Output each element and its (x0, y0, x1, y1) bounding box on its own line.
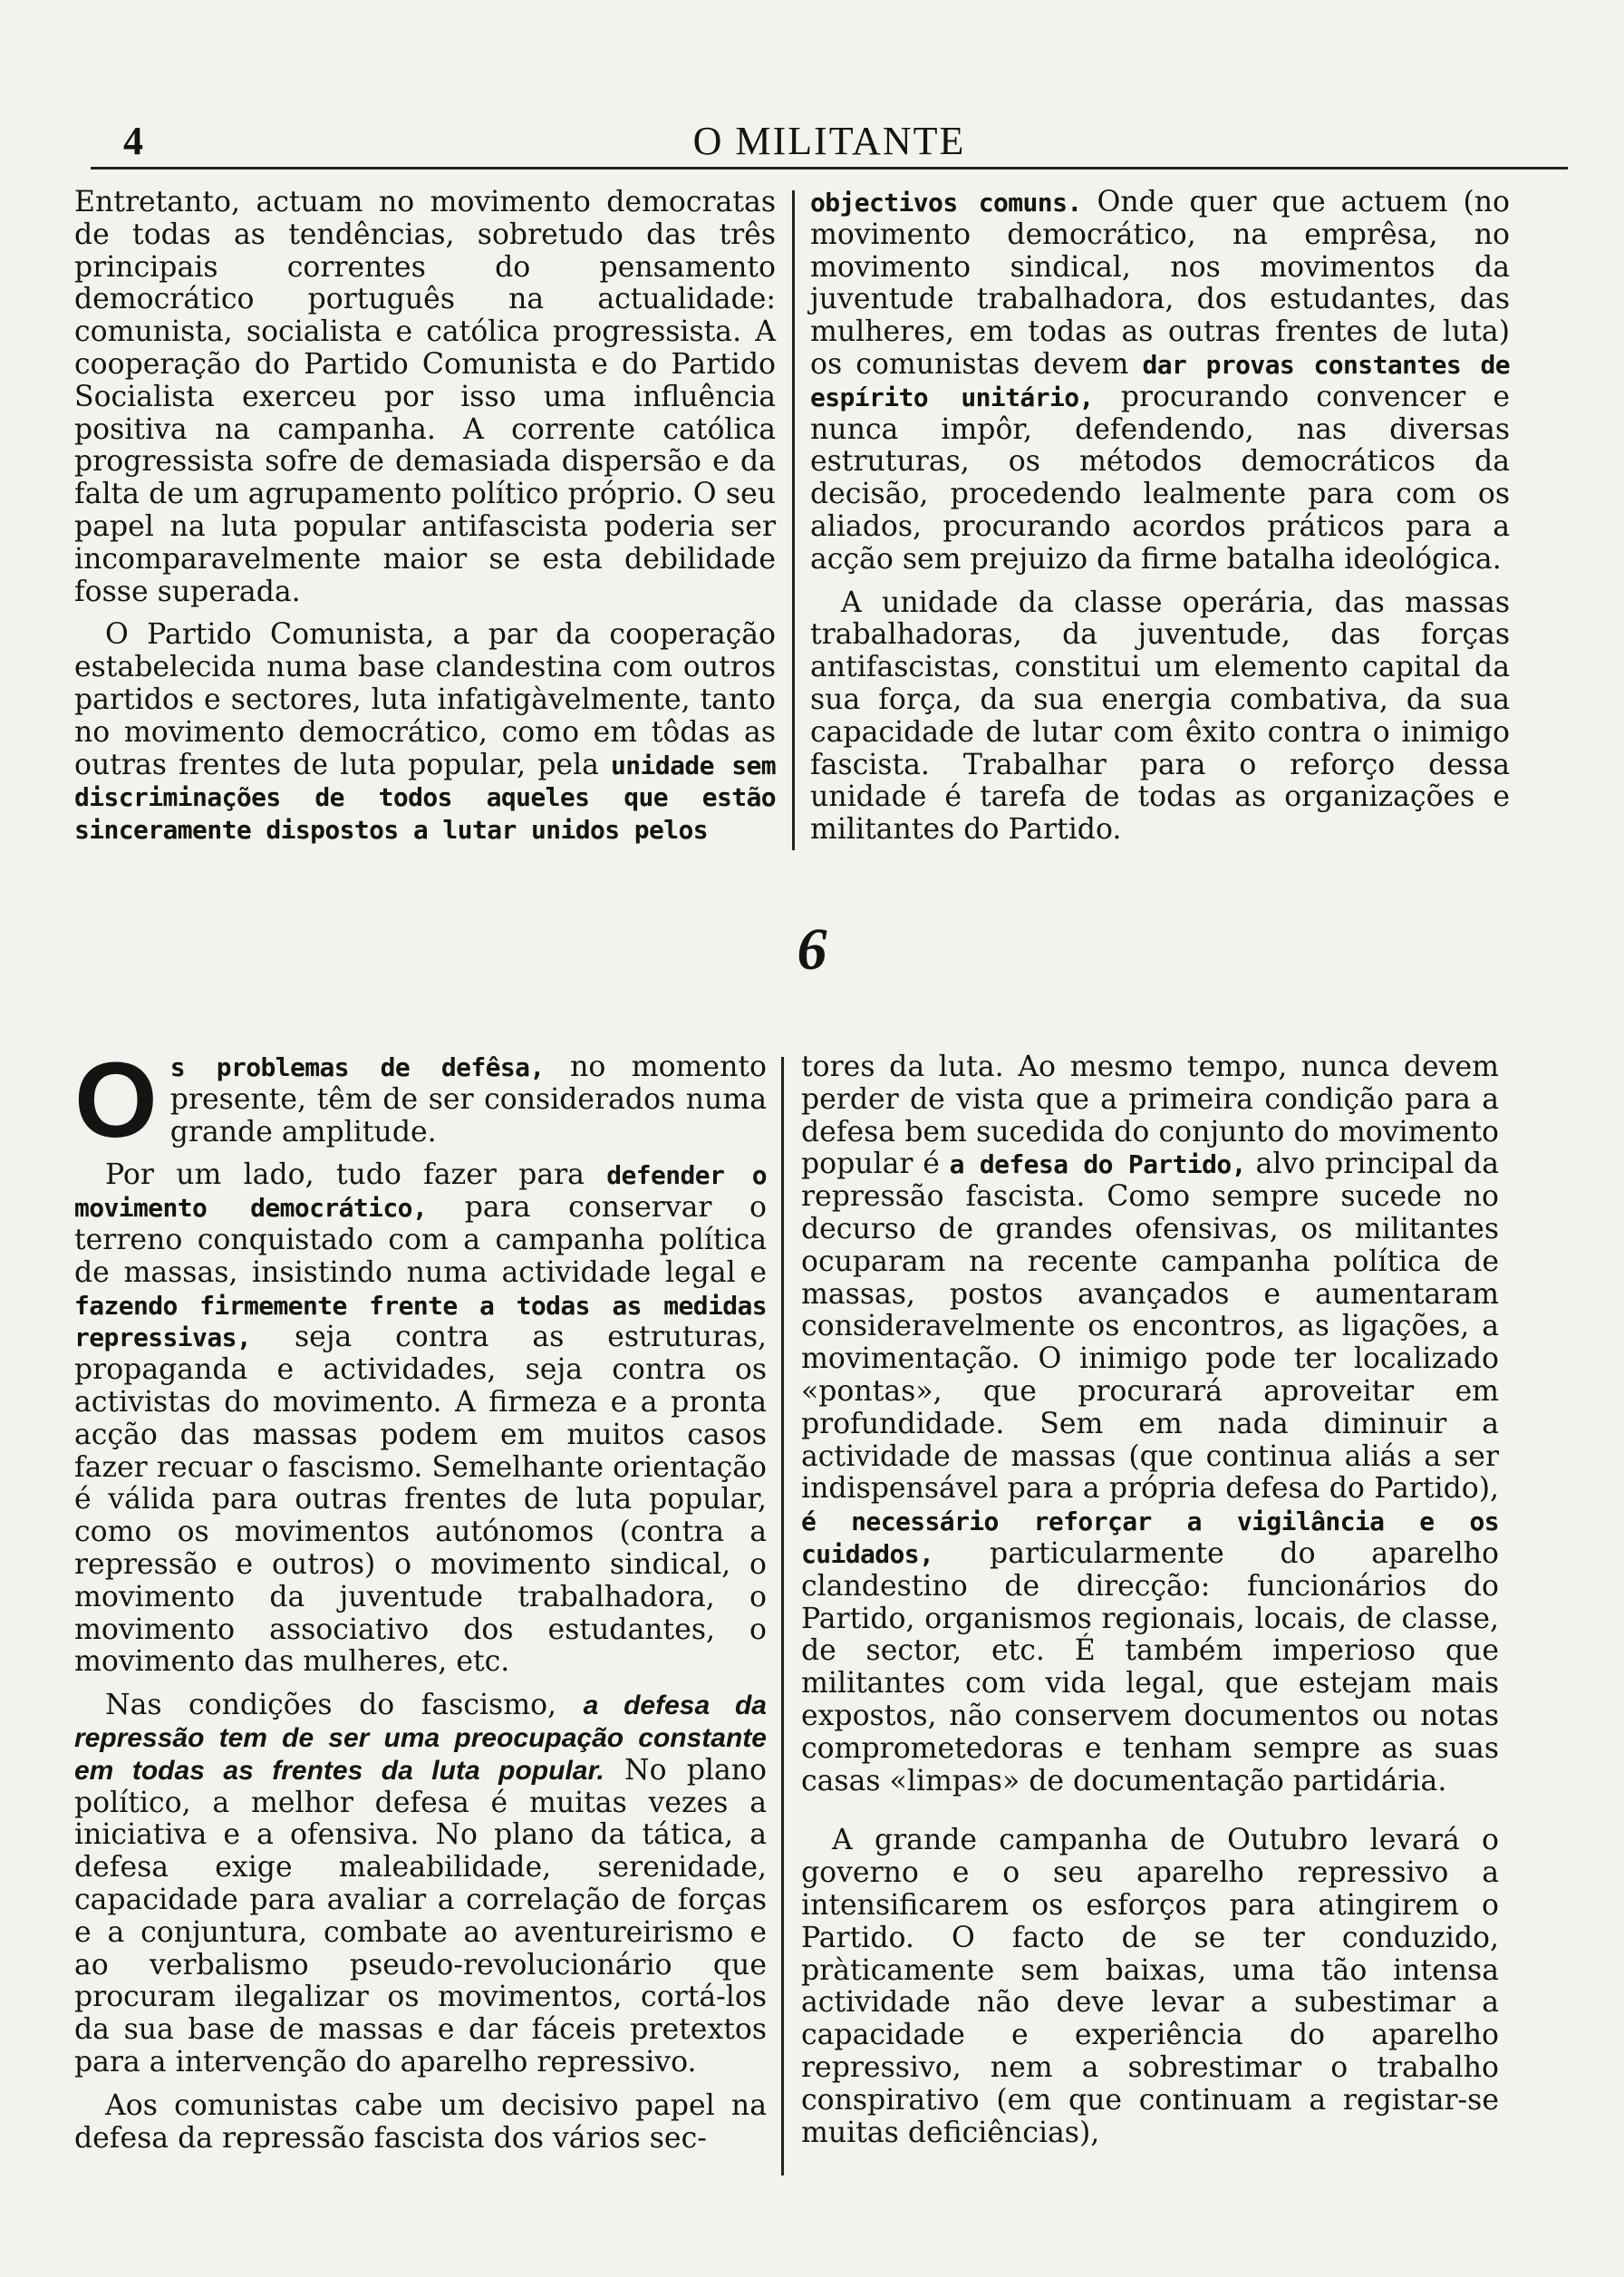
publication-title: O MILITANTE (692, 119, 966, 163)
bottom-left-column (74, 1041, 767, 2155)
paragraph: objectivos comuns. Onde quer que actuem (no movimento democrático, na emprêsa, no movimento sindical, nos movimentos da juventude trabalhadora, dos estudantes, das mulheres, em todas as outras frentes de luta) os comunistas devem dar provas constantes de espírito unitário, procurando convencer e nunca impôr, defendendo, nas diversas estruturas, os métodos democráticos da decisão, procedendo lealmente para com os aliados, procurando acordos práticos para a acção sem prejuizo da firme batalha ideológica. (810, 186, 1511, 576)
column-divider (792, 190, 795, 850)
top-right-column (810, 187, 1510, 847)
paragraph: tores da luta. Ao mesmo tempo, nunca devem perder de vista que a primeira condição para a defesa bem sucedida do conjunto do movimento popular é a defesa do Partido, alvo principal da repressão fascista. Como sempre sucede no decurso de grandes ofensivas, os militantes ocuparam na recente campanha política de massas, postos avançados e aumentaram consideravelmente os encontros, as ligações, a movimentação. O inimigo pode ter localizado «pontas», que procurará aproveitar em profundidade. Sem em nada diminuir a actividade de massas (que continua aliás a ser indispensável para a própria defesa do Partido), é necessário reforçar a vigilância e os cuidados, particularmente do aparelho clandestino de direcção: funcionários do Partido, organismos regionais, locais, de classe, de sector, etc. É também imperioso que militantes com vida legal, que estejam mais expostos, não conservem documentos ou notas comprometedoras e tenham sempre as suas casas «limpas» de documentação partidária. (801, 1051, 1499, 1797)
column-divider (781, 1057, 784, 2175)
top-left-column (74, 187, 776, 847)
section-number: 6 (797, 916, 827, 983)
bold-text: dar provas constantes de espírito unitário, (810, 349, 1510, 412)
bottom-right-column (801, 1051, 1499, 2149)
paragraph: O Partido Comunista, a par da cooperação estabelecida numa base clandestina com outros partidos e sectores, luta infatigàvelmente, tanto no movimento democrático, como em tôdas as outras frentes de luta popular, pela unidade sem discriminações de todos aqueles que estão sinceramente dispostos a lutar unidos pelos (74, 618, 776, 846)
bold-italic-text: a defesa da repressão tem de ser uma preocupação constante em todas as frentes da luta popular. (74, 1691, 767, 1786)
paragraph: A unidade da classe operária, das massas trabalhadoras, da juventude, das forças antifascistas, constitui um elemento capital da sua força, da sua energia combativa, da sua capacidade de lutar com êxito contra o inimigo fascista. Trabalhar para o reforço dessa unidade é tarefa de todas as organizações e militantes do Partido. (810, 586, 1510, 847)
bold-text: defender o movimento democrático, (74, 1160, 767, 1224)
bold-text: s problemas de defêsa, (169, 1052, 545, 1082)
paragraph: Entretanto, actuam no movimento democratas de todas as tendências, sobretudo das três principais correntes do pensamento democrático português na actualidade: comunista, socialista e católica progressista. A cooperação do Partido Comunista e do Partido Socialista exerceu por isso uma influência positiva na campanha. A corrente católica progressista sofre de demasiada dispersão e da falta de um agrupamento político próprio. O seu papel na luta popular antifascista poderia ser incomparavelmente maior se esta debilidade fosse superada. (74, 186, 776, 608)
paragraph: Por um lado, tudo fazer para defender o movimento democrático, para conservar o terreno conquistado com a campanha política de massas, insistindo numa actividade legal e fazendo firmemente frente a todas as medidas repressivas, seja contra as estruturas, propaganda e actividades, seja contra os activistas do movimento. A firmeza e a pronta acção das massas podem em muitos casos fazer recuar o fascismo. Semelhante orientação é válida para outras frentes de luta popular, como os movimentos autónomos (contra a repressão e outros) o movimento sindical, o movimento da juventude trabalhadora, o movimento associativo dos estudantes, o movimento das mulheres, etc. (74, 1158, 767, 1679)
paragraph: Nas condições do fascismo, a defesa da repressão tem de ser uma preocupação constante em todas as frentes da luta popular. No plano político, a melhor defesa é muitas vezes a iniciativa e a ofensiva. No plano da tática, a defesa exige maleabilidade, serenidade, capacidade para avaliar a correlação de forças e a conjuntura, combate ao aventureirismo e ao verbalismo pseudo-revolucionário que procuram ilegalizar os movimentos, cortá-los da sua base de massas e dar fáceis pretextos para a intervenção do aparelho repressivo. (74, 1689, 767, 2078)
drop-cap: O (74, 1041, 158, 1160)
bold-text: fazendo firmemente frente a todas as medidas repressivas, (74, 1290, 767, 1353)
bold-text: unidade sem discriminações de todos aqueles que estão sinceramente dispostos a lutar unidos pelos (74, 750, 776, 846)
paragraph: A grande campanha de Outubro levará o governo e o seu aparelho repressivo a intensificarem os esforços para atingirem o Partido. O facto de se ter conduzido, pràticamente sem baixas, uma tão intensa actividade não deve levar a subestimar a capacidade e experiência do aparelho repressivo, nem a sobrestimar o trabalho conspirativo (em que continuam a registar-se muitas deficiências), (801, 1824, 1499, 2149)
paragraph: Os problemas de defêsa, no momento presente, têm de ser considerados numa grande amplitude. (74, 1041, 767, 1160)
header-rule (91, 167, 1568, 170)
bold-text: objectivos comuns. (810, 188, 1082, 218)
bold-text: é necessário reforçar a vigilância e os cuidados, (801, 1507, 1499, 1569)
paragraph: Aos comunistas cabe um decisivo papel na defesa da repressão fascista dos vários sec- (74, 2088, 767, 2155)
page-number: 4 (123, 119, 143, 163)
page-header (91, 107, 1568, 170)
bold-text: a defesa do Partido, (949, 1149, 1246, 1180)
